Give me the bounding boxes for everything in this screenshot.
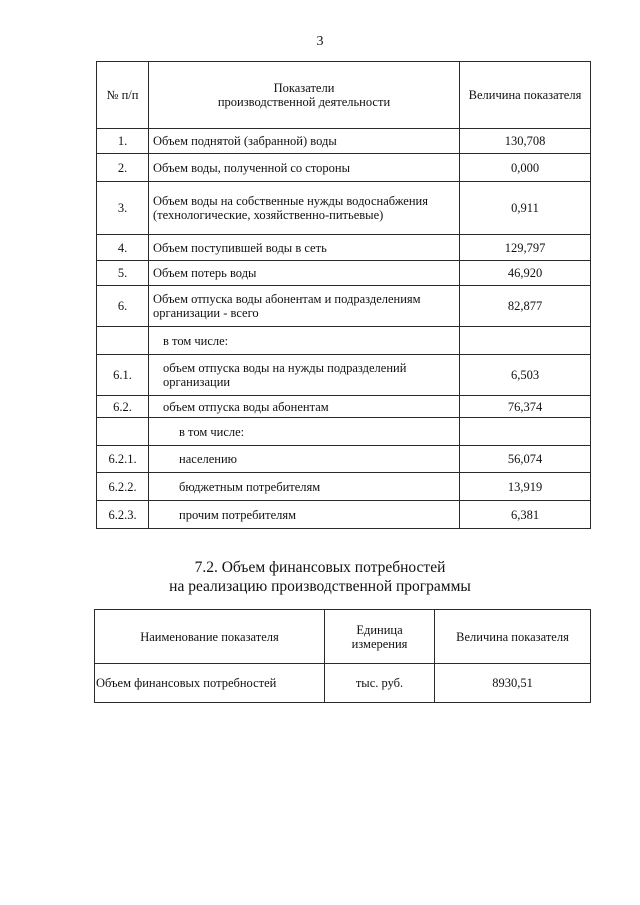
row-number: 1. (97, 129, 149, 154)
table-row (97, 182, 591, 235)
indicators-header-row (97, 62, 591, 129)
table-row (97, 446, 591, 473)
table-row (97, 154, 591, 182)
row-indicator-value: 129,797 (460, 235, 591, 261)
row-indicator-value: 6,381 (460, 501, 591, 529)
row-number: 5. (97, 261, 149, 286)
row-indicator-name: прочим потребителям (149, 501, 460, 529)
row-indicator-value: 56,074 (460, 446, 591, 473)
row-indicator-name: объем отпуска воды абонентам (149, 396, 460, 418)
row-indicator-name: Объем потерь воды (149, 261, 460, 286)
table-row (97, 355, 591, 396)
row-indicator-name: в том числе: (149, 418, 460, 446)
row-indicator-name: Объем отпуска воды абонентам и подразделениям организации - всего (149, 286, 460, 327)
table-row (97, 286, 591, 327)
table-row (97, 129, 591, 154)
header-indicator (149, 62, 460, 129)
finance-row-unit: тыс. руб. (325, 664, 435, 703)
row-number: 6.2.3. (97, 501, 149, 529)
section-title-line1: 7.2. Объем финансовых потребностей (194, 559, 446, 576)
header-indicator-line1: Показатели (273, 81, 335, 95)
finance-header-unit-line2: измерения (351, 636, 408, 651)
row-indicator-value: 0,000 (460, 154, 591, 182)
finance-header-name: Наименование показателя (95, 610, 325, 664)
row-number (97, 327, 149, 355)
finance-header-value: Величина показателя (435, 610, 591, 664)
row-number (97, 418, 149, 446)
header-value: Величина показателя (460, 62, 591, 129)
finance-header-unit-line1: Единица (356, 622, 403, 637)
row-indicator-name: Объем поднятой (забранной) воды (149, 129, 460, 154)
page-number: 3 (316, 34, 324, 49)
row-number: 3. (97, 182, 149, 235)
table-row (97, 261, 591, 286)
finance-header-row (95, 610, 591, 664)
row-number: 4. (97, 235, 149, 261)
row-number: 2. (97, 154, 149, 182)
finance-row-value: 8930,51 (435, 664, 591, 703)
row-indicator-name: бюджетным потребителям (149, 473, 460, 501)
row-indicator-value: 82,877 (460, 286, 591, 327)
finance-header-unit (325, 610, 435, 664)
production-indicators-table (96, 61, 591, 529)
table-row (97, 396, 591, 418)
row-indicator-value (460, 418, 591, 446)
row-indicator-value: 130,708 (460, 129, 591, 154)
table-row (97, 235, 591, 261)
row-indicator-value: 46,920 (460, 261, 591, 286)
row-indicator-value: 6,503 (460, 355, 591, 396)
row-number: 6.2.2. (97, 473, 149, 501)
table-row (97, 418, 591, 446)
row-number: 6.1. (97, 355, 149, 396)
table-row (97, 473, 591, 501)
table-row (97, 327, 591, 355)
finance-row (95, 664, 591, 703)
row-indicator-name: Объем поступившей воды в сеть (149, 235, 460, 261)
table-row (97, 501, 591, 529)
finance-row-name: Объем финансовых потребностей (95, 664, 325, 703)
row-indicator-value: 0,911 (460, 182, 591, 235)
row-number: 6. (97, 286, 149, 327)
row-number: 6.2. (97, 396, 149, 418)
section-title-line2: на реализацию производственной программы (169, 578, 471, 595)
row-indicator-value: 76,374 (460, 396, 591, 418)
header-indicator-line2: производственной деятельности (217, 95, 391, 109)
row-indicator-name: в том числе: (149, 327, 460, 355)
financial-needs-table (94, 609, 591, 703)
header-num: № п/п (97, 62, 149, 129)
row-number: 6.2.1. (97, 446, 149, 473)
indicators-body (97, 129, 591, 529)
row-indicator-name: Объем воды, полученной со стороны (149, 154, 460, 182)
row-indicator-value: 13,919 (460, 473, 591, 501)
row-indicator-name: населению (149, 446, 460, 473)
row-indicator-name: объем отпуска воды на нужды подразделений организации (149, 355, 460, 396)
row-indicator-name: Объем воды на собственные нужды водоснабжения (технологические, хозяйственно-питьевые) (149, 182, 460, 235)
row-indicator-value (460, 327, 591, 355)
